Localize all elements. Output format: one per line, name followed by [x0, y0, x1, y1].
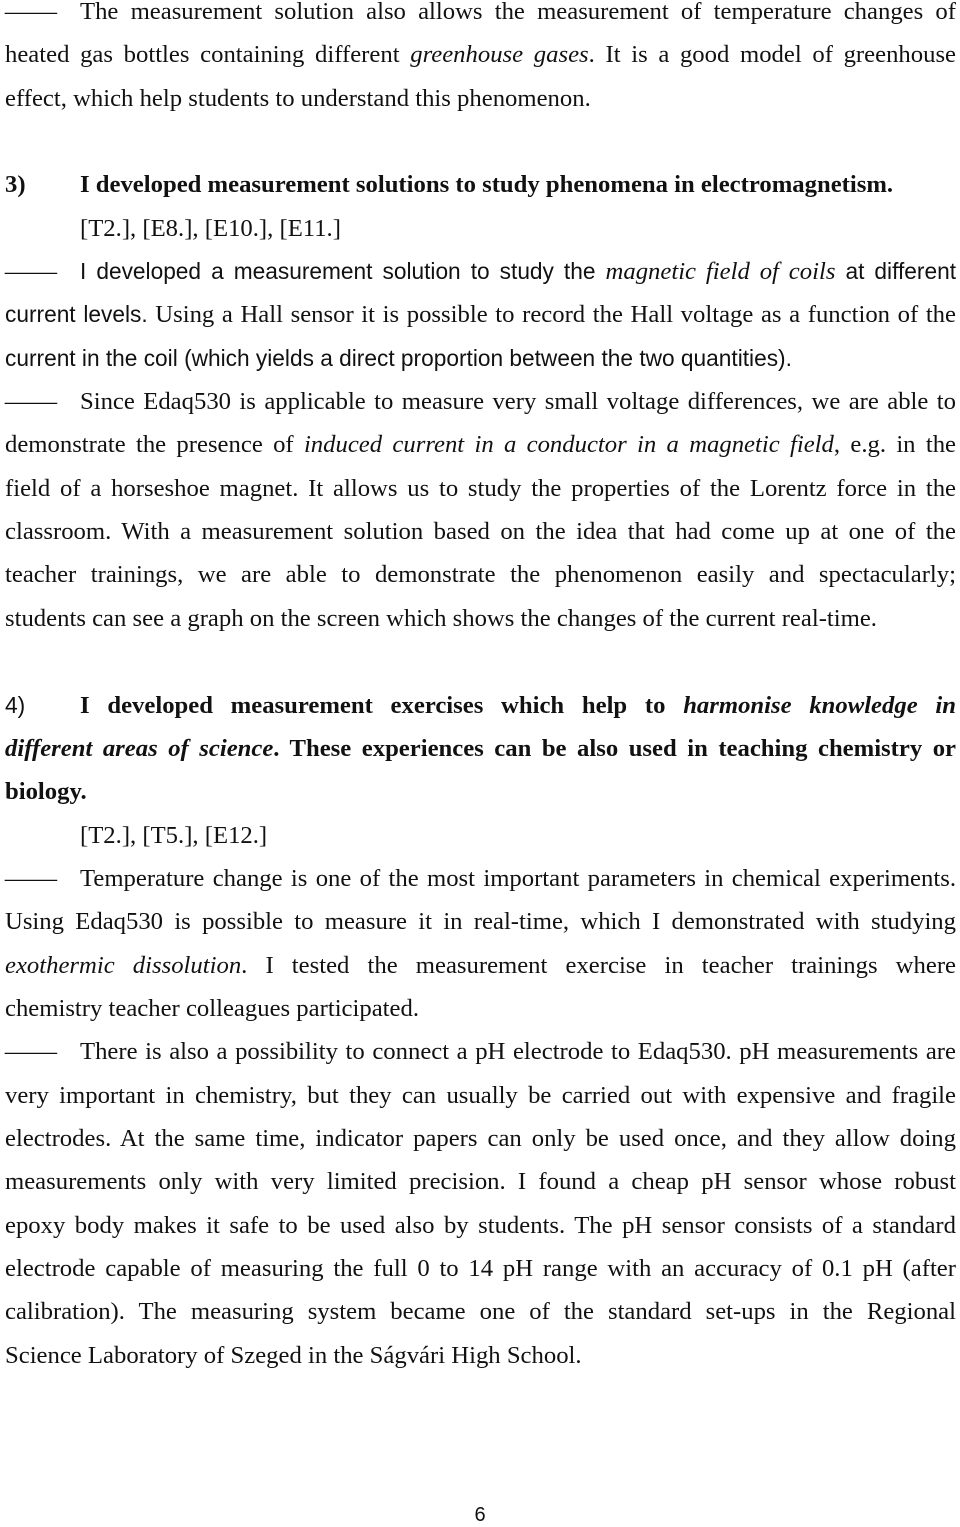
blank-line	[5, 640, 956, 683]
text-line	[5, 510, 956, 553]
text-line	[5, 1290, 956, 1333]
text-line	[5, 337, 956, 380]
text-run: very important in chemistry, but they can usually be carried out with expensive and fragile	[5, 1081, 956, 1109]
text-line	[5, 944, 956, 987]
emphasis-text: exothermic dissolution	[5, 951, 242, 979]
text-line	[5, 597, 956, 640]
text-run: Since Edaq530 is applicable to measure very small voltage differences, we are able to	[80, 388, 956, 416]
text-line	[5, 1334, 956, 1377]
section-number: 4)	[5, 691, 26, 718]
text-line	[5, 1074, 956, 1117]
text-run: chemistry teacher colleagues participated.	[5, 994, 419, 1022]
em-dash-glyph: —	[5, 0, 57, 25]
text-line	[5, 987, 956, 1030]
text-run: effect, which help students to understand this phenomenon.	[5, 84, 591, 112]
text-run: current in the coil (which yields a direct proportion between the two quantities).	[5, 344, 792, 371]
paragraph-temperature-change	[5, 857, 956, 1030]
text-line	[5, 1204, 956, 1247]
text-line	[5, 727, 956, 770]
bullet	[5, 1030, 80, 1073]
bullet	[5, 380, 80, 423]
section-heading-text: . These experiences can be also used in teaching chemistry or	[273, 734, 956, 762]
section-heading-text: I developed measurement exercises which help to	[80, 691, 684, 719]
text-run: There is also a possibility to connect a pH electrode to Edaq530. pH measurements are	[80, 1038, 956, 1066]
paragraph-greenhouse-model	[5, 0, 956, 120]
text-run: epoxy body makes it safe to be used also by students. The pH sensor consists of a standard	[5, 1211, 956, 1239]
page-number: 6	[474, 1504, 486, 1526]
text-run: demonstrate the presence of	[5, 431, 304, 459]
text-run: students can see a graph on the screen which shows the changes of the current real-time.	[5, 604, 877, 632]
text-line	[5, 1030, 956, 1073]
section-heading-text: I developed measurement solutions to study phenomena in electromagnetism.	[80, 171, 894, 199]
text-run: I developed a measurement solution to study the	[80, 258, 606, 285]
blank-line	[5, 120, 956, 163]
text-line	[5, 423, 956, 466]
section-heading	[5, 163, 956, 206]
section-heading	[5, 684, 956, 814]
text-run: electrode capable of measuring the full 0 to 14 pH range with an accuracy of 0.1 pH (after	[5, 1254, 956, 1282]
text-run: teacher trainings, we are able to demonstrate the phenomenon easily and spectacularly;	[5, 561, 956, 589]
text-run: calibration). The measuring system became one of the standard set-ups in the Regional	[5, 1298, 956, 1326]
text-line	[5, 293, 956, 336]
text-run: Science Laboratory of Szeged in the Ságvári High School.	[5, 1341, 582, 1369]
emphasis-text: different areas of science	[5, 734, 274, 762]
text-line	[5, 857, 956, 900]
text-line	[5, 553, 956, 596]
text-line	[5, 770, 956, 813]
emphasis-text: greenhouse gases	[410, 41, 589, 69]
emphasis-text: induced current in a conductor in a magnetic field	[303, 431, 834, 459]
section-3	[5, 163, 956, 640]
text-run: current levels.	[5, 301, 148, 328]
text-line	[5, 1247, 956, 1290]
text-line	[5, 1160, 956, 1203]
section-4	[5, 684, 956, 1378]
section-number: 3)	[5, 171, 26, 199]
reference-list: [T2.], [E8.], [E10.], [E11.]	[80, 214, 341, 242]
bullet	[5, 0, 80, 33]
text-line	[5, 684, 956, 727]
text-run: measurements only with very limited precision. I found a cheap pH sensor whose robust	[5, 1168, 956, 1196]
text-run: at different	[835, 258, 956, 285]
section-heading-text: biology.	[5, 778, 87, 806]
text-line	[5, 33, 956, 76]
text-run: electrodes. At the same time, indicator papers can only be used once, and they allow doing	[5, 1124, 956, 1152]
em-dash-glyph: —	[5, 1038, 57, 1066]
text-run: , e.g. in the	[833, 431, 956, 459]
text-run: . I tested the measurement exercise in teacher trainings where	[241, 951, 956, 979]
em-dash-glyph: —	[5, 258, 57, 286]
text-run: Temperature change is one of the most important parameters in chemical experiments.	[80, 864, 956, 892]
reference-list: [T2.], [T5.], [E12.]	[80, 821, 268, 849]
bullet	[5, 250, 80, 293]
text-run: heated gas bottles containing different	[5, 41, 411, 69]
paragraph-magnetic-field	[5, 250, 956, 380]
text-run: The measurement solution also allows the measurement of temperature changes of	[80, 0, 956, 25]
emphasis-text: magnetic field of coils	[605, 258, 836, 286]
document-page	[5, 0, 956, 1377]
text-line	[5, 1117, 956, 1160]
paragraph-ph-measurement	[5, 1030, 956, 1377]
text-line	[5, 380, 956, 423]
text-run: Using a Hall sensor it is possible to record the Hall voltage as a function of the	[147, 301, 956, 329]
text-line	[5, 77, 956, 120]
text-run: . It is a good model of greenhouse	[588, 41, 957, 69]
text-line	[5, 250, 956, 293]
text-line	[5, 900, 956, 943]
em-dash-glyph: —	[5, 388, 57, 416]
bullet	[5, 857, 80, 900]
text-line	[5, 467, 956, 510]
emphasis-text: harmonise knowledge in	[683, 691, 956, 719]
text-line	[5, 0, 956, 33]
em-dash-glyph: —	[5, 864, 57, 892]
text-run: field of a horseshoe magnet. It allows us to study the properties of the Lorentz force in the	[5, 474, 956, 502]
paragraph-induced-current	[5, 380, 956, 640]
text-run: classroom. With a measurement solution based on the idea that had come up at one of the	[5, 518, 956, 546]
text-run: Using Edaq530 is possible to measure it in real-time, which I demonstrated with studying	[5, 908, 956, 936]
